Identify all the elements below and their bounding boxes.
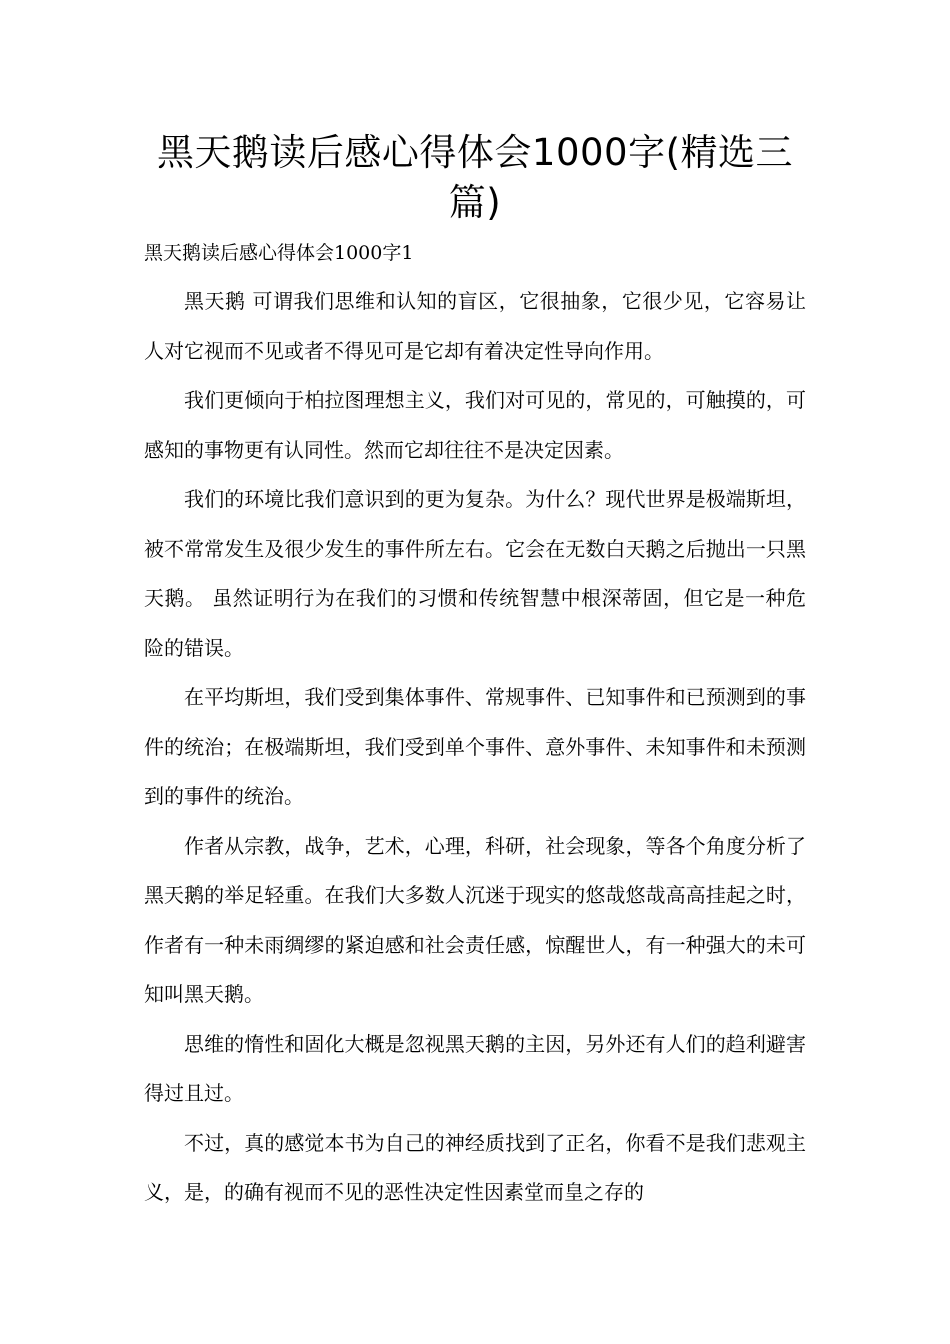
- paragraph-3: 我们的环境比我们意识到的更为复杂。为什么？现代世界是极端斯坦，被不常常发生及很少发生的事件所左右。它会在无数白天鹅之后抛出一只黑天鹅。 虽然证明行为在我们的习惯和传统智慧中根深蒂固，但它是一种危险的错误。: [144, 487, 806, 660]
- paragraph-6: 思维的惰性和固化大概是忽视黑天鹅的主因，另外还有人们的趋利避害得过且过。: [144, 1031, 806, 1105]
- paragraph-4: 在平均斯坦，我们受到集体事件、常规事件、已知事件和已预测到的事件的统治；在极端斯坦，我们受到单个事件、意外事件、未知事件和未预测到的事件的统治。: [144, 685, 806, 808]
- paragraph-5: 作者从宗教，战争，艺术，心理，科研，社会现象，等各个角度分析了黑天鹅的举足轻重。在我们大多数人沉迷于现实的悠哉悠哉高高挂起之时，作者有一种未雨绸缪的紧迫感和社会责任感，惊醒世人，有一种强大的未可知叫黑天鹅。: [144, 833, 806, 1006]
- paragraph-7: 不过，真的感觉本书为自己的神经质找到了正名，你看不是我们悲观主义，是，的确有视而不见的恶性决定性因素堂而皇之存的: [144, 1130, 806, 1204]
- body-text: [144, 277, 806, 1218]
- paragraph-1: 黑天鹅 可谓我们思维和认知的盲区，它很抽象，它很少见，它容易让人对它视而不见或者不得见可是它却有着决定性导向作用。: [144, 289, 806, 363]
- section-heading: 黑天鹅读后感心得体会1000字1: [144, 242, 414, 264]
- document-title: 黑天鹅读后感心得体会1000字(精选三篇): [156, 131, 794, 224]
- paragraph-2: 我们更倾向于柏拉图理想主义，我们对可见的，常见的，可触摸的，可感知的事物更有认同性。然而它却往往不是决定因素。: [144, 388, 806, 462]
